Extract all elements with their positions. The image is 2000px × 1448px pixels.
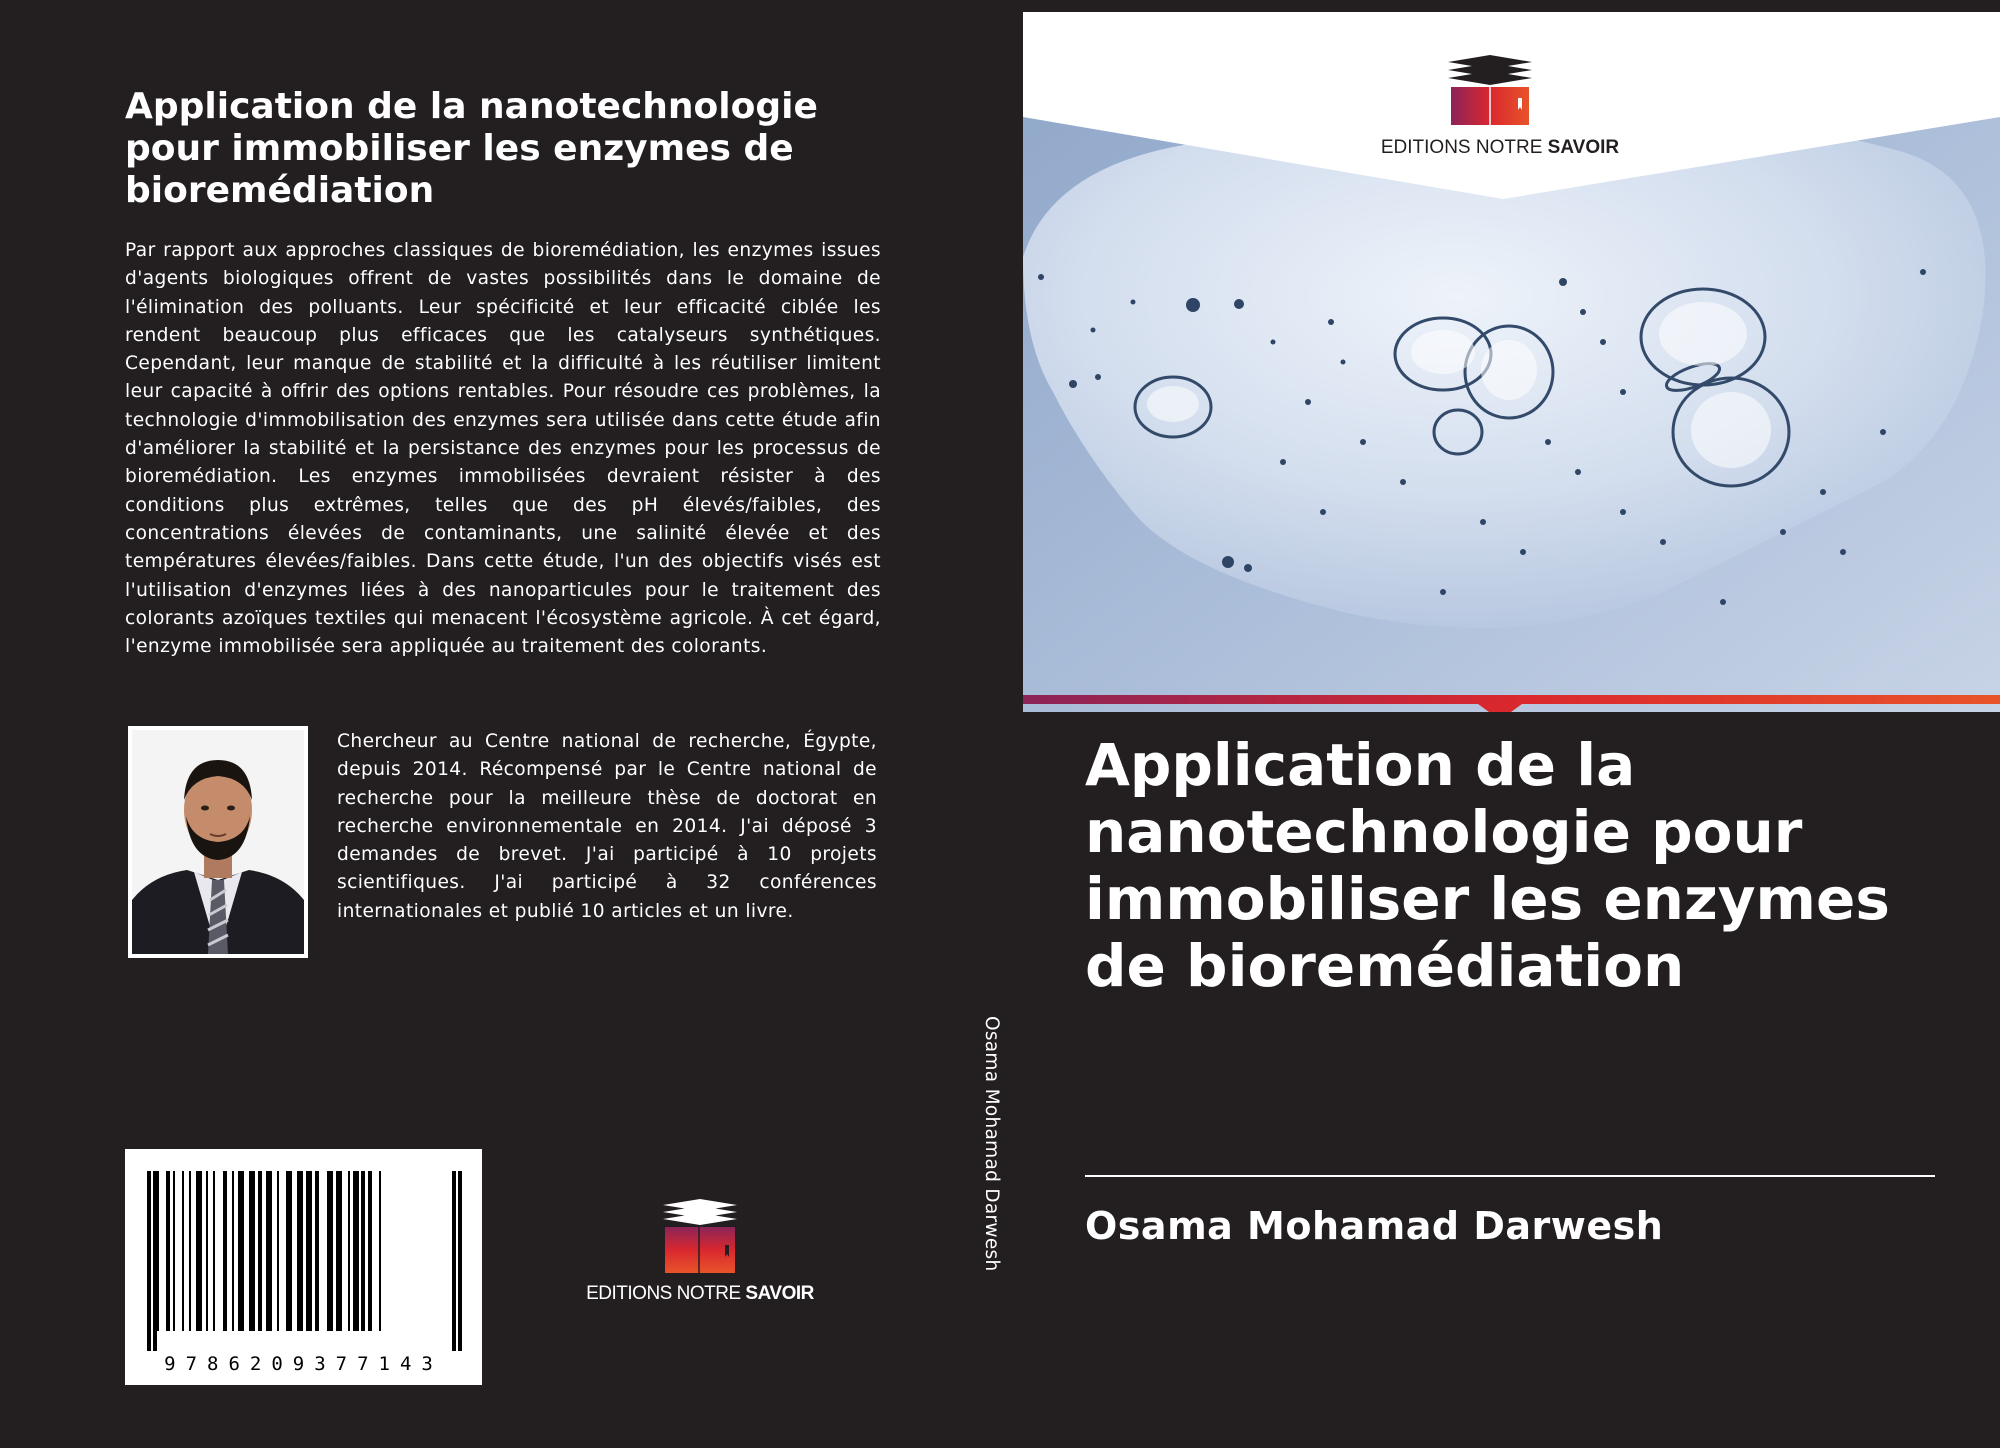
publisher-name: EDITIONS NOTRE SAVOIR [586, 1283, 814, 1304]
back-cover-summary: Par rapport aux approches classiques de bioremédiation, les enzymes issues d'agents biologiques offrent de vastes possibilités dans le domaine de l'élimination des polluants. Leur spécificité et leur efficacité ciblée les rendent beaucoup plus efficaces que les catalyseurs synthétiques. Cependant, leur manque de stabilité et la difficulté à les réutiliser limitent leur capacité à offrir des options rentables. Pour résoudre ces problèmes, la technologie d'immobilisation des enzymes sera utilisée dans cette étude afin d'améliorer la stabilité et la persistance des enzymes pour les processus de bioremédiation. Les enzymes immobilisées devraient résister à des conditions plus extrêmes, telles que des pH élevés/faibles, des concentrations élevées de contaminants, une salinité élevée et des températures élevées/faibles. Dans cette étude, l'un des objectifs visés est l'utilisation d'enzymes liées à des nanoparticules pour le traitement des colorants azoïques textiles qui menacent l'écosystème agricole. À cet égard, l'enzyme immobilisée sera appliquée au traitement des colorants. [125, 240, 881, 658]
front-publisher-name: EDITIONS NOTRE SAVOIR [1380, 137, 1620, 158]
isbn-digits: 9786209377143 [164, 1353, 443, 1375]
cover-photo [1023, 12, 2000, 712]
back-cover-title: Application de la nanotechnologie pour immobiliser les enzymes de bioremédiation [125, 86, 818, 211]
spine-author: Osama Mohamad Darwesh [981, 1016, 1002, 1272]
isbn-barcode [125, 1149, 482, 1385]
title-divider [1085, 1175, 1935, 1177]
stacked-books-icon [655, 1197, 745, 1277]
author-bio: Chercheur au Centre national de recherche, Égypte, depuis 2014. Récompensé par le Centre national de recherche pour la meilleure thèse de doctorat en recherche environnementale en 2014. J'ai déposé 3 demandes de brevet. J'ai participé à 10 projets scientifiques. J'ai participé à 32 conférences internationales et publié 10 articles et un livre. [337, 731, 877, 922]
front-cover-title: Application de la nanotechnologie pour immobiliser les enzymes de bioremédiation [1085, 731, 1890, 1000]
back-publisher-logo [585, 1195, 815, 1310]
front-cover-author: Osama Mohamad Darwesh [1085, 1204, 1664, 1248]
author-photo [128, 726, 308, 958]
